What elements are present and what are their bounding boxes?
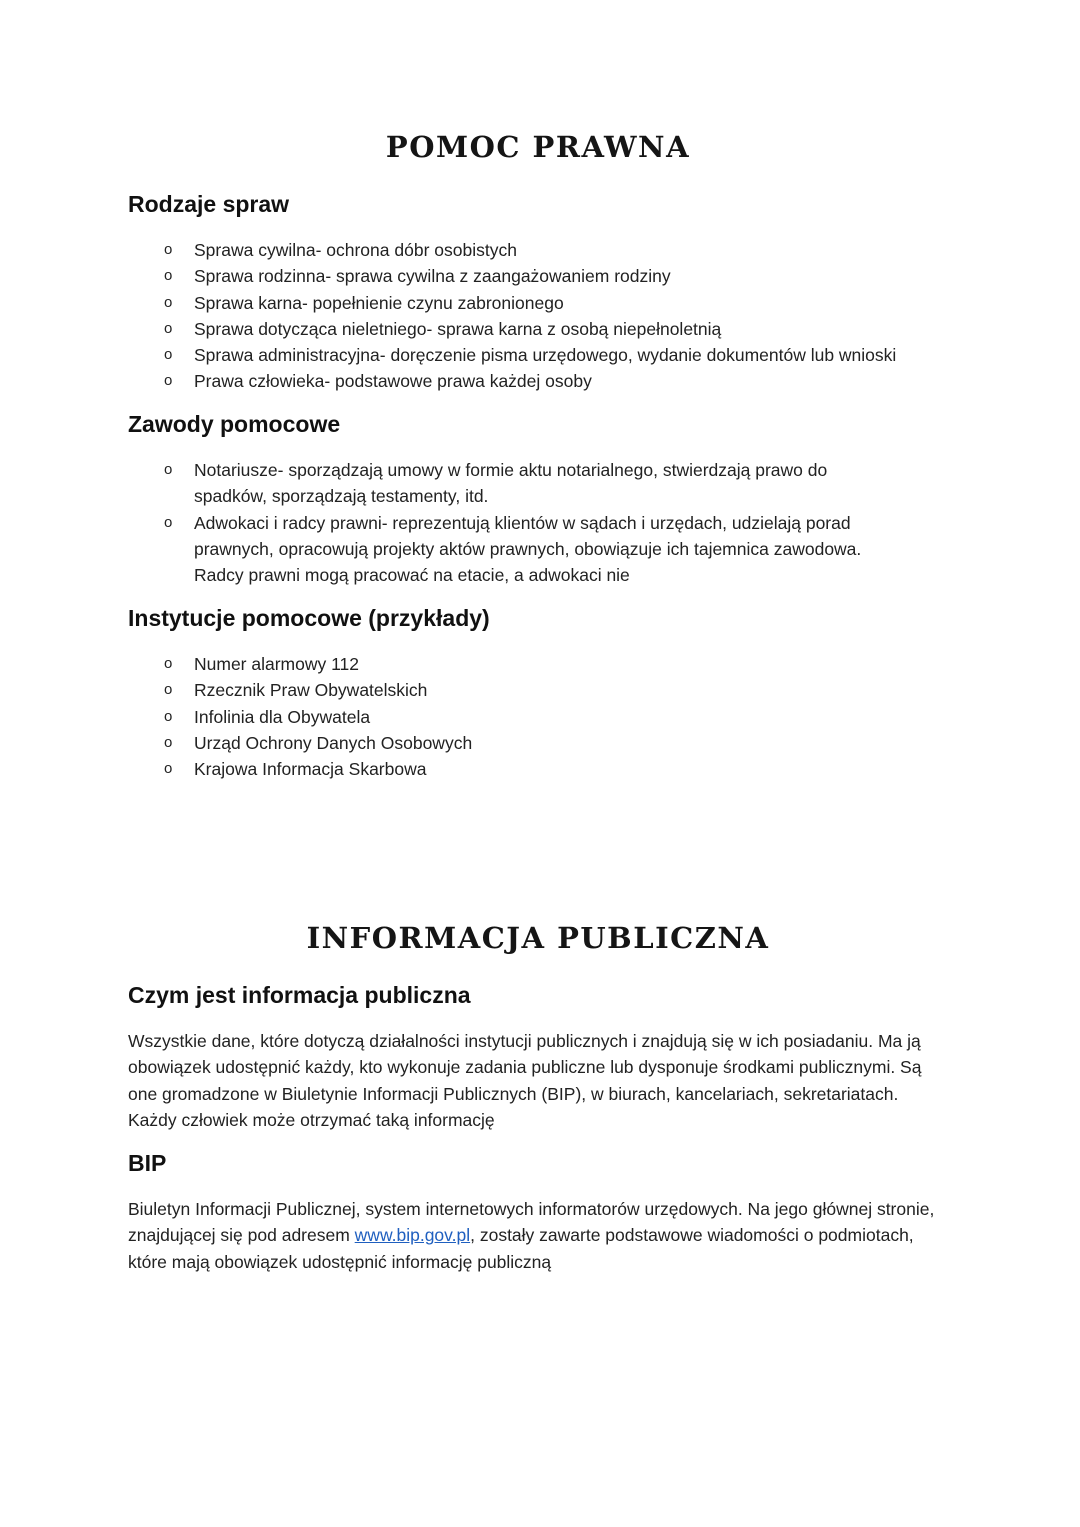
- list-item: o Krajowa Informacja Skarbowa: [128, 756, 948, 782]
- bullet-icon: o: [164, 372, 173, 390]
- heading-zawody-pomocowe: Zawody pomocowe: [128, 411, 341, 437]
- list-item: o Sprawa rodzinna- sprawa cywilna z zaangażowaniem rodziny: [128, 263, 948, 289]
- bullet-icon: o: [164, 241, 173, 258]
- bullet-icon: o: [164, 267, 173, 285]
- heading-czym-jest-informacja: Czym jest informacja publiczna: [128, 982, 471, 1008]
- heading-rodzaje-spraw: Rodzaje spraw: [128, 191, 290, 217]
- paragraph-czym-jest-informacja: Wszystkie dane, które dotyczą działalności instytucji publicznych i znajdują się w ich posiadaniu. Ma ją obowiązek udostępnić każdy, kto wykonuje zadania publiczne lub dysponuje środkami publicznymi. Są one gromadzone w Biuletynie Informacji Publicznych (BIP), w biurach, kancelariach, sekretariatach. Każdy człowiek może otrzymać taką informację: [128, 1031, 922, 1130]
- list-item: o Numer alarmowy 112: [128, 651, 948, 677]
- list-item: o Prawa człowieka- podstawowe prawa każdej osoby: [128, 368, 948, 394]
- bullet-icon: o: [164, 346, 173, 364]
- heading-bip: BIP: [128, 1150, 167, 1176]
- bullet-icon: o: [164, 293, 173, 311]
- bullet-icon: o: [164, 733, 173, 751]
- bullet-icon: o: [164, 681, 173, 699]
- list-item: o Sprawa cywilna- ochrona dóbr osobistych: [128, 237, 948, 263]
- bullet-icon: o: [164, 707, 173, 725]
- list-item: o Infolinia dla Obywatela: [128, 704, 948, 730]
- list-item: o Rzecznik Praw Obywatelskich: [128, 677, 948, 703]
- heading-instytucje-pomocowe: Instytucje pomocowe (przykłady): [128, 605, 490, 631]
- bullet-icon: o: [164, 760, 173, 778]
- bullet-icon: o: [164, 461, 173, 478]
- list-item: o Notariusze- sporządzają umowy w formie aktu notarialnego, stwierdzają prawo do spadków, sporządzają testamenty, itd.: [128, 457, 948, 510]
- bullet-icon: o: [164, 655, 173, 672]
- bullet-icon: o: [164, 513, 173, 531]
- page-title-informacja-publiczna: INFORMACJA PUBLICZNA: [306, 921, 770, 955]
- list-rodzaje-spraw: [128, 237, 948, 395]
- list-zawody-pomocowe: [128, 457, 948, 588]
- list-item: o Sprawa karna- popełnienie czynu zabronionego: [128, 290, 948, 316]
- list-item: o Sprawa dotycząca nieletniego- sprawa karna z osobą niepełnoletnią: [128, 316, 948, 342]
- list-item: o Urząd Ochrony Danych Osobowych: [128, 730, 948, 756]
- paragraph-bip: Biuletyn Informacji Publicznej, system internetowych informatorów urzędowych. Na jego głównej stronie, znajdującej się pod adresem www.bip.gov.pl, zostały zawarte podstawowe wiadomości o podmiotach, które mają obowiązek udostępnić informację publiczną: [128, 1199, 935, 1272]
- list-instytucje-pomocowe: [128, 651, 948, 782]
- list-item: o Sprawa administracyjna- doręczenie pisma urzędowego, wydanie dokumentów lub wnioski: [128, 342, 948, 368]
- bip-website-link[interactable]: www.bip.gov.pl: [354, 1225, 471, 1246]
- bullet-icon: o: [164, 319, 173, 337]
- page-title-pomoc-prawna: POMOC PRAWNA: [385, 130, 691, 164]
- list-item: o Adwokaci i radcy prawni- reprezentują klientów w sądach i urzędach, udzielają porad prawnych, opracowują projekty aktów prawnych, obowiązuje ich tajemnica zawodowa. Radcy prawni mogą pracować na etacie, a adwokaci nie: [128, 510, 948, 589]
